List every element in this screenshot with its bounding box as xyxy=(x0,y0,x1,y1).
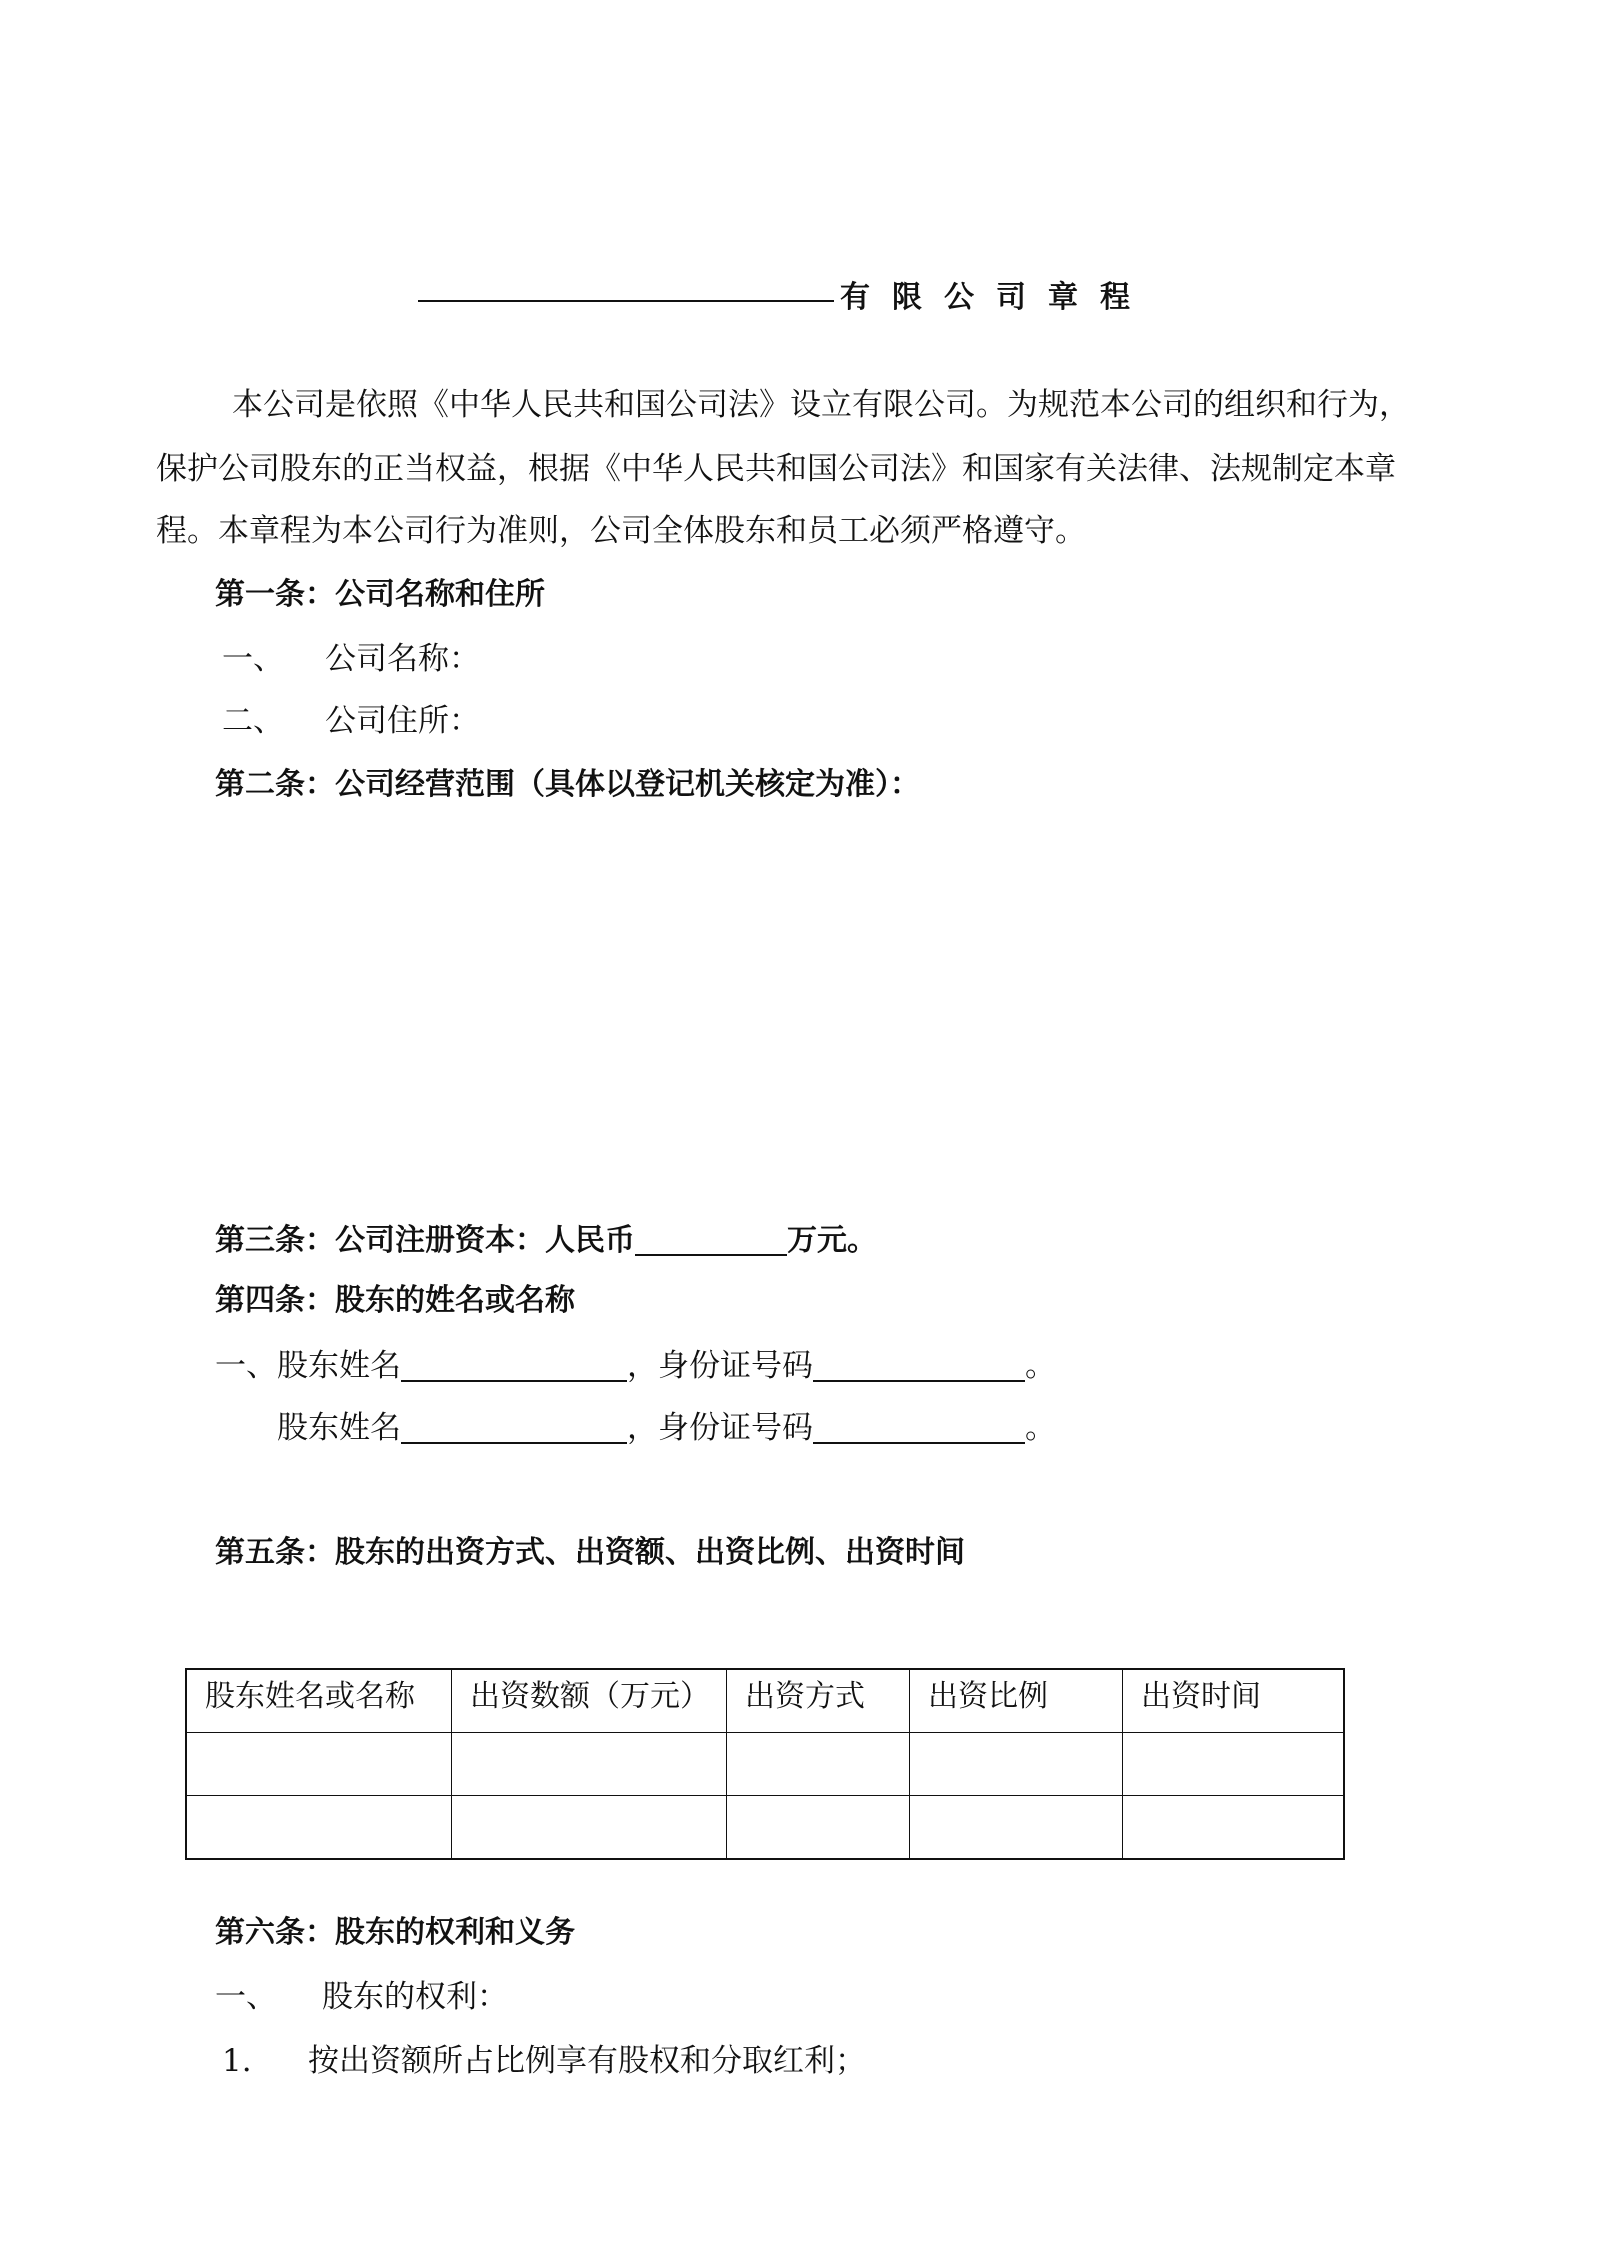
intro-line-3: 程。本章程为本公司行为准则，公司全体股东和员工必须严格遵守。 xyxy=(156,513,1086,549)
id-number-blank-2 xyxy=(813,1412,1025,1444)
title-company-name-blank xyxy=(418,300,834,302)
document-title: 有限公司章程 xyxy=(840,280,1152,315)
article-1-heading: 第一条：公司名称和住所 xyxy=(215,577,545,612)
shareholder-row-2 xyxy=(277,1412,1056,1444)
table-cell xyxy=(910,1733,1123,1796)
shareholder-name-blank-2 xyxy=(401,1412,627,1444)
table-cell xyxy=(727,1733,910,1796)
shareholder-row-1-name-label: 股东姓名 xyxy=(277,1348,401,1384)
shareholder-row-2-name-label: 股东姓名 xyxy=(277,1410,401,1446)
article-4-heading: 第四条：股东的姓名或名称 xyxy=(215,1283,575,1318)
shareholder-row-1 xyxy=(215,1350,1056,1382)
article-6-item-1-num: 1. xyxy=(222,2043,252,2079)
article-5-heading: 第五条：股东的出资方式、出资额、出资比例、出资时间 xyxy=(215,1535,965,1570)
table-header-cell: 出资时间 xyxy=(1123,1669,1345,1733)
table-cell xyxy=(186,1733,452,1796)
shareholder-row-2-id-label: ，身份证号码 xyxy=(627,1410,813,1446)
article-1-item-2-num: 二、 xyxy=(222,703,284,739)
table-header-cell: 出资方式 xyxy=(727,1669,910,1733)
article-1-item-2-label: 公司住所： xyxy=(325,703,480,739)
table-row xyxy=(186,1733,1344,1796)
article-6-sub-label: 股东的权利： xyxy=(322,1979,508,2015)
table-cell xyxy=(910,1796,1123,1860)
table-cell xyxy=(1123,1733,1345,1796)
table-cell xyxy=(1123,1796,1345,1860)
table-cell xyxy=(186,1796,452,1860)
table-header-row xyxy=(186,1669,1344,1733)
table-header-cell: 出资比例 xyxy=(910,1669,1123,1733)
article-3-line xyxy=(215,1224,877,1256)
investment-table xyxy=(185,1668,1345,1860)
article-3-prefix: 第三条：公司注册资本：人民币 xyxy=(215,1223,635,1258)
article-6-sub-num: 一、 xyxy=(215,1979,277,2015)
shareholder-name-blank-1 xyxy=(401,1350,627,1382)
article-3-suffix: 万元。 xyxy=(787,1223,877,1258)
shareholder-row-2-end: 。 xyxy=(1025,1410,1056,1446)
capital-amount-blank xyxy=(635,1224,787,1256)
article-1-item-1-label: 公司名称： xyxy=(325,641,480,677)
table-cell xyxy=(452,1796,727,1860)
table-cell xyxy=(452,1733,727,1796)
article-6-item-1-text: 按出资额所占比例享有股权和分取红利； xyxy=(308,2043,866,2079)
shareholder-row-1-id-label: ，身份证号码 xyxy=(627,1348,813,1384)
shareholder-row-1-num: 一、 xyxy=(215,1348,277,1384)
table-cell xyxy=(727,1796,910,1860)
table-row xyxy=(186,1796,1344,1860)
shareholder-row-1-end: 。 xyxy=(1025,1348,1056,1384)
article-1-item-1-num: 一、 xyxy=(222,641,284,677)
table-header-cell: 股东姓名或名称 xyxy=(186,1669,452,1733)
intro-line-1: 本公司是依照《中华人民共和国公司法》设立有限公司。为规范本公司的组织和行为， xyxy=(232,387,1410,423)
intro-line-2: 保护公司股东的正当权益，根据《中华人民共和国公司法》和国家有关法律、法规制定本章 xyxy=(156,451,1396,487)
article-6-heading: 第六条：股东的权利和义务 xyxy=(215,1915,575,1950)
table-header-cell: 出资数额（万元） xyxy=(452,1669,727,1733)
article-2-heading: 第二条：公司经营范围（具体以登记机关核定为准）： xyxy=(215,767,920,802)
id-number-blank-1 xyxy=(813,1350,1025,1382)
